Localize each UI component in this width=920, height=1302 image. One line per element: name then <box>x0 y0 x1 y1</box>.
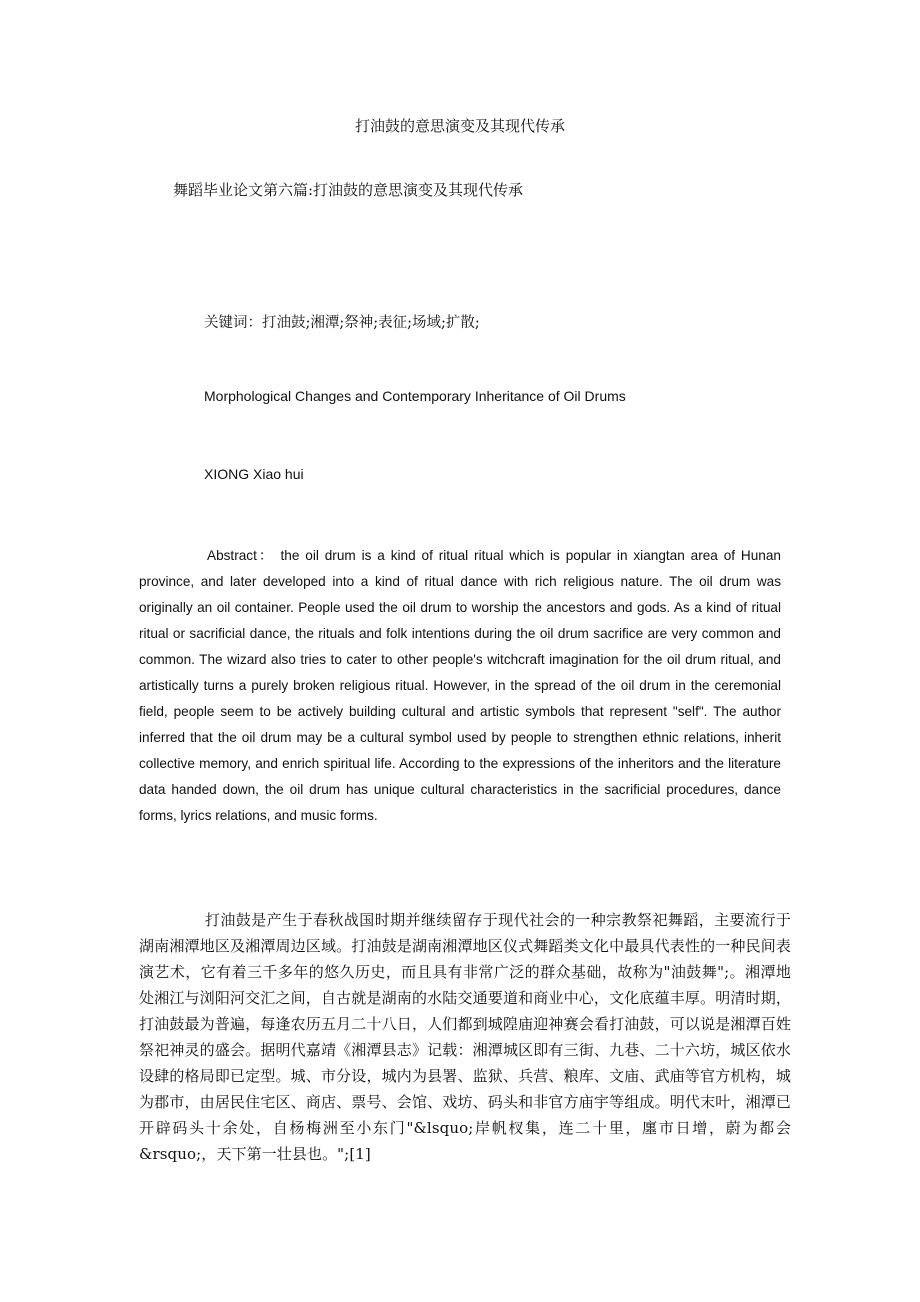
body-paragraph: 打油鼓是产生于春秋战国时期并继续留存于现代社会的一种宗教祭祀舞蹈，主要流行于湖南湘潭地区及湘潭周边区域。打油鼓是湖南湘潭地区仪式舞蹈类文化中最具代表性的一种民间表演艺术，它有着三千多年的悠久历史，而且具有非常广泛的群众基础，故称为"油鼓舞";。湘潭地处湘江与浏阳河交汇之间，自古就是湖南的水陆交通要道和商业中心，文化底蕴丰厚。明清时期，打油鼓最为普遍，每逢农历五月二十八日，人们都到城隍庙迎神赛会看打油鼓，可以说是湘潭百姓祭祀神灵的盛会。据明代嘉靖《湘潭县志》记载：湘潭城区即有三街、九巷、二十六坊，城区依水设肆的格局即已定型。城、市分设，城内为县署、监狱、兵营、粮库、文庙、武庙等官方机构，城为郡市，由居民住宅区、商店、票号、会馆、戏坊、码头和非官方庙宇等组成。明代末叶，湘潭已开辟码头十余处，自杨梅洲至小东门"&lsquo;岸帆杈集，连二十里，廛市日增，蔚为都会&rsquo;，天下第一壮县也。";[1] <box>139 911 791 1163</box>
author-name: XIONG Xiao hui <box>204 466 304 482</box>
english-title: Morphological Changes and Contemporary Inheritance of Oil Drums <box>204 388 626 404</box>
document-subtitle: 舞蹈毕业论文第六篇:打油鼓的意思演变及其现代传承 <box>173 181 524 199</box>
keywords-line: 关键词：打油鼓;湘潭;祭神;表征;场域;扩散; <box>204 315 480 331</box>
document-title: 打油鼓的意思演变及其现代传承 <box>354 117 565 135</box>
abstract-paragraph: Abstract： the oil drum is a kind of ritual ritual which is popular in xiangtan area of Hunan province, and later developed into a kind of ritual dance with rich religious nature. The oil drum was originally an oil container. People used the oil drum to worship the ancestors and gods. As a kind of ritual ritual or sacrificial dance, the rituals and folk intentions during the oil drum sacrifice are very common and common. The wizard also tries to cater to other people's witchcraft imagination for the oil drum ritual, and artistically turns a purely broken religious ritual. However, in the spread of the oil drum in the ceremonial field, people seem to be actively building cultural and artistic symbols that represent "self". The author inferred that the oil drum may be a cultural symbol used by people to strengthen ethnic relations, inherit collective memory, and enrich spiritual life. According to the expressions of the inheritors and the literature data handed down, the oil drum has unique cultural characteristics in the sacrificial procedures, dance forms, lyrics relations, and music forms. <box>139 548 781 823</box>
